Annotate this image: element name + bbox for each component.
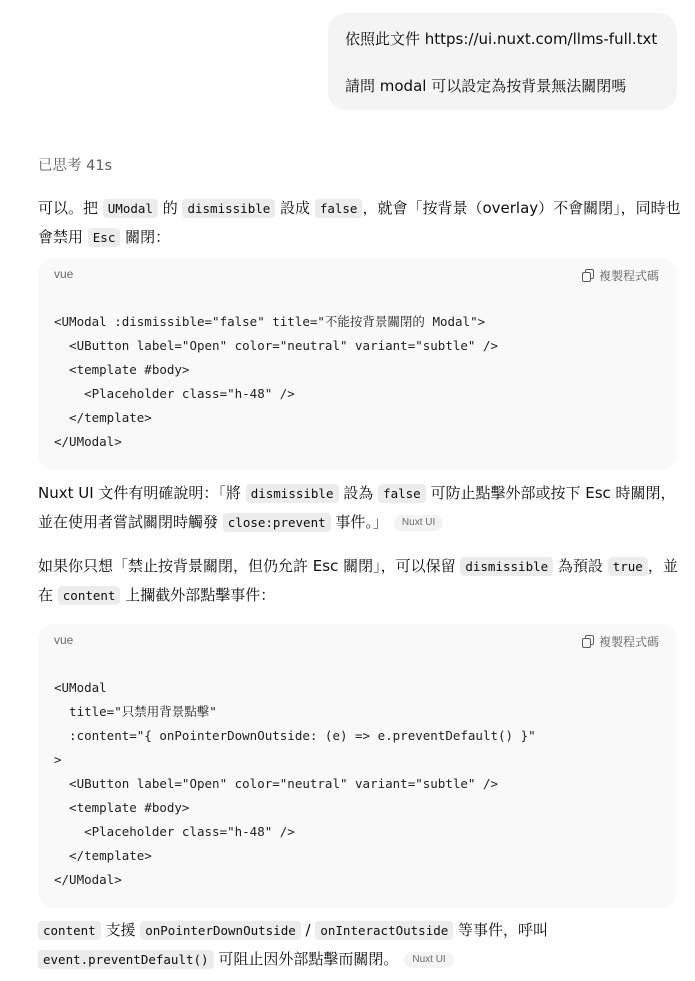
inline-code: dismissible bbox=[460, 557, 553, 576]
answer-paragraph-4: content 支援 onPointerDownOutside / onInteractOutside 等事件，呼叫 event.preventDefault() 可阻止因外部點擊而關閉。 Nuxt UI bbox=[38, 916, 688, 974]
inline-code: dismissible bbox=[182, 199, 275, 218]
code-line: title="只禁用背景點擊" bbox=[54, 704, 217, 719]
inline-code: dismissible bbox=[246, 484, 339, 503]
code-content bbox=[54, 310, 498, 454]
code-line: <UButton label="Open" color="neutral" variant="subtle" /> bbox=[54, 338, 499, 353]
user-message-line-1: 依照此文件 https://ui.nuxt.com/llms-full.txt bbox=[345, 30, 658, 48]
thought-duration-toggle[interactable]: 已思考 41s bbox=[38, 158, 113, 174]
inline-code: event.preventDefault() bbox=[38, 950, 214, 969]
code-line: <Placeholder class="h-48" /> bbox=[54, 386, 295, 401]
inline-code: content bbox=[38, 921, 101, 940]
copy-code-button[interactable] bbox=[582, 633, 659, 650]
code-block-header bbox=[54, 633, 661, 653]
inline-code: true bbox=[608, 557, 648, 576]
code-language-label: vue bbox=[54, 267, 74, 281]
copy-icon bbox=[582, 635, 594, 648]
code-block-1 bbox=[38, 258, 677, 470]
user-message-bubble bbox=[328, 13, 677, 110]
code-block-2 bbox=[38, 624, 677, 908]
copy-code-button[interactable] bbox=[582, 267, 659, 284]
answer-paragraph-1: 可以。把 UModal 的 dismissible 設成 false ，就會「按背景（overlay）不會關閉」，同時也會禁用 Esc 關閉： bbox=[38, 199, 681, 246]
copy-code-label: 複製程式碼 bbox=[598, 269, 659, 283]
code-line: <UModal :dismissible="false" title="不能按背景關閉的 Modal"> bbox=[54, 314, 486, 329]
inline-code: onPointerDownOutside bbox=[140, 921, 301, 940]
inline-code: false bbox=[378, 484, 426, 503]
code-block-header bbox=[54, 267, 661, 287]
inline-code: onInteractOutside bbox=[315, 921, 453, 940]
code-line: <UButton label="Open" color="neutral" variant="subtle" /> bbox=[54, 776, 499, 791]
code-line: <Placeholder class="h-48" /> bbox=[54, 824, 295, 839]
code-line: </UModal> bbox=[54, 434, 122, 449]
inline-code: close:prevent bbox=[223, 513, 331, 532]
code-line: </template> bbox=[54, 410, 152, 425]
code-line: <template #body> bbox=[54, 800, 190, 815]
inline-code: Esc bbox=[88, 228, 121, 247]
inline-code: UModal bbox=[103, 199, 158, 218]
code-line: <UModal bbox=[54, 680, 107, 695]
code-line: <template #body> bbox=[54, 362, 190, 377]
code-content bbox=[54, 676, 536, 892]
inline-code: false bbox=[315, 199, 363, 218]
user-message-line-2: 請問 modal 可以設定為按背景無法關閉嗎 bbox=[345, 77, 627, 95]
code-line: </template> bbox=[54, 848, 152, 863]
citation-chip[interactable]: Nuxt UI bbox=[404, 952, 453, 968]
code-line: > bbox=[54, 752, 62, 767]
copy-icon bbox=[582, 269, 594, 282]
citation-chip[interactable]: Nuxt UI bbox=[394, 515, 443, 531]
inline-code: content bbox=[58, 586, 121, 605]
answer-paragraph-3: 如果你只想「禁止按背景關閉，但仍允許 Esc 關閉」，可以保留 dismissible 為預設 true ，並在 content 上攔截外部點擊事件： bbox=[38, 557, 678, 604]
code-line: </UModal> bbox=[54, 872, 122, 887]
code-language-label: vue bbox=[54, 633, 74, 647]
code-line: :content="{ onPointerDownOutside: (e) => e.preventDefault() }" bbox=[54, 728, 536, 743]
copy-code-label: 複製程式碼 bbox=[598, 635, 659, 649]
answer-paragraph-2: Nuxt UI 文件有明確說明：「將 dismissible 設為 false 可防止點擊外部或按下 Esc 時關閉，並在使用者嘗試關閉時觸發 close:prevent 事件。」 Nuxt UI bbox=[38, 484, 676, 531]
